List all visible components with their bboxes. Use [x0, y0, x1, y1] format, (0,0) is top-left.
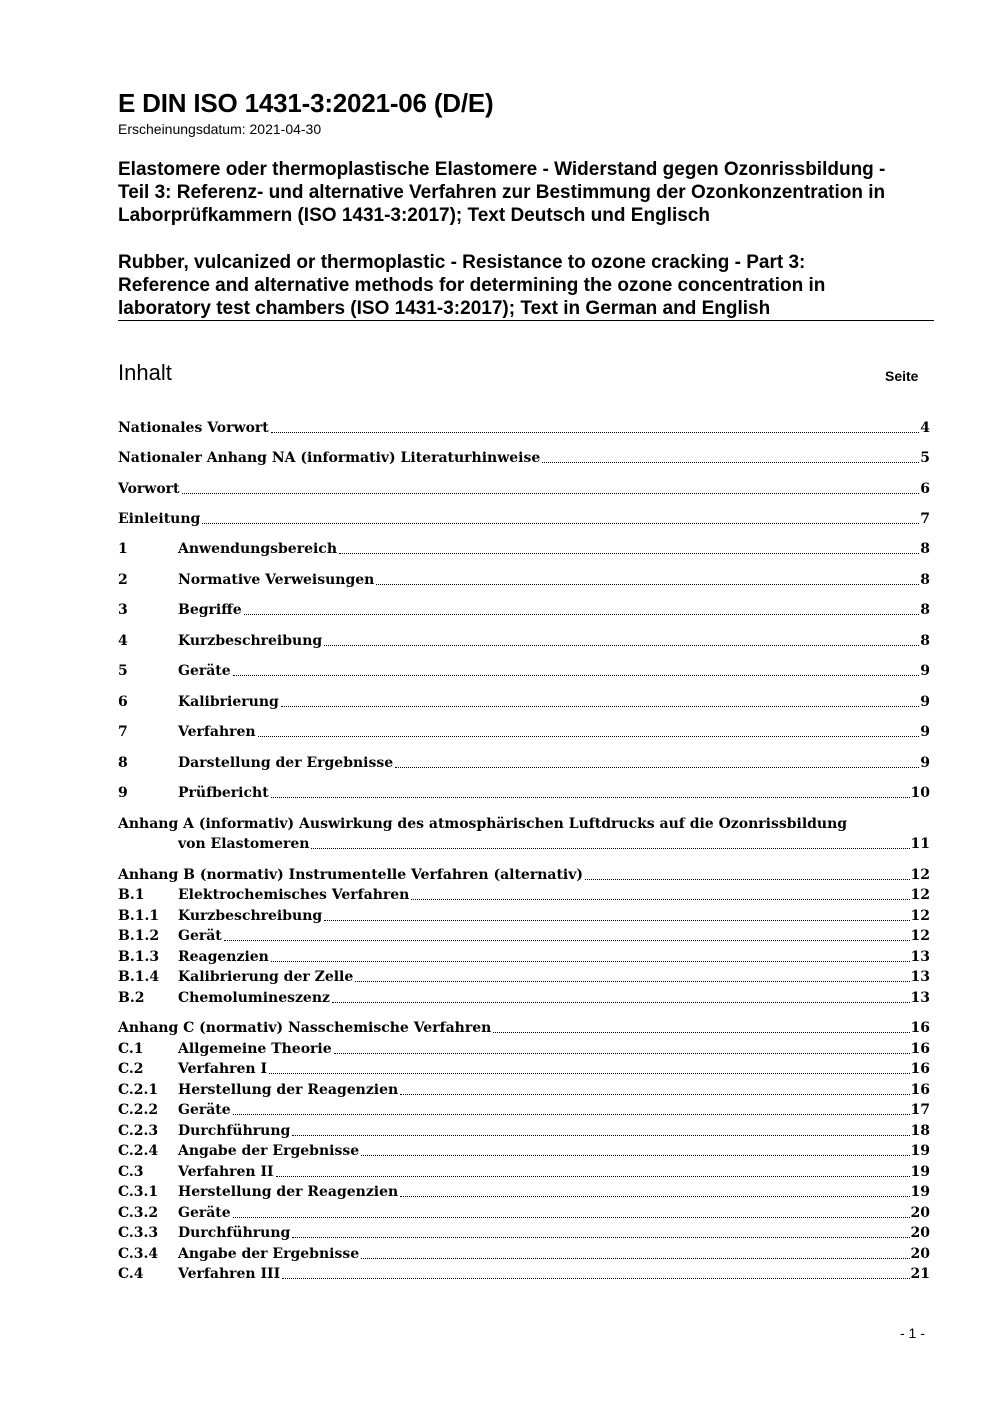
toc-entry-label: Normative Verweisungen: [178, 572, 375, 588]
toc-entry-label: Angabe der Ergebnisse: [178, 1143, 360, 1159]
toc-entry-page: 6: [920, 481, 930, 497]
toc-entry[interactable]: [118, 783, 930, 803]
toc-entry-page: 9: [920, 755, 930, 771]
toc-entry[interactable]: [118, 1121, 930, 1141]
toc-leader-dots: [324, 920, 909, 921]
toc-leader-dots: [585, 879, 910, 880]
toc-entry-page: 13: [910, 949, 930, 965]
toc-entry-page: 9: [920, 663, 930, 679]
toc-leader-dots: [311, 848, 909, 849]
title-german-line: Elastomere oder thermoplastische Elastomere - Widerstand gegen Ozonrissbildung -: [118, 159, 886, 180]
toc-entry-page: 16: [910, 1082, 930, 1098]
toc-entry-number: C.2.2: [118, 1102, 159, 1118]
toc-leader-dots: [339, 553, 919, 554]
toc-entry[interactable]: [118, 1100, 930, 1120]
toc-entry[interactable]: [118, 865, 930, 885]
toc-entry[interactable]: [118, 570, 930, 590]
toc-entry-page: 8: [920, 572, 930, 588]
toc-heading: Inhalt: [118, 360, 172, 385]
toc-entry-label: Gerät: [178, 928, 222, 944]
toc-entry-page: 17: [910, 1102, 930, 1118]
toc-entry-page: 13: [910, 969, 930, 985]
toc-entry[interactable]: [118, 1018, 930, 1038]
toc-entry-number: C.2.3: [118, 1123, 159, 1139]
toc-leader-dots: [542, 462, 919, 463]
toc-entry[interactable]: [118, 631, 930, 651]
toc-entry[interactable]: [118, 947, 930, 967]
toc-entry-label: Geräte: [178, 663, 231, 679]
toc-leader-dots: [233, 1114, 910, 1115]
toc-leader-dots: [361, 1155, 909, 1156]
toc-entry-label: Vorwort: [118, 481, 180, 497]
toc-leader-dots: [324, 645, 919, 646]
toc-entry-number: C.2: [118, 1061, 144, 1077]
toc-entry-label: Anhang C (normativ) Nasschemische Verfahren: [118, 1020, 492, 1036]
toc-entry-number: 7: [118, 724, 128, 740]
page-number: - 1 -: [900, 1325, 925, 1341]
toc-entry-page: 8: [920, 602, 930, 618]
toc-entry-number: C.4: [118, 1266, 144, 1282]
toc-entry[interactable]: [118, 479, 930, 499]
toc-leader-dots: [276, 1176, 910, 1177]
toc-entry[interactable]: [118, 967, 930, 987]
toc-entry-label: Elektrochemisches Verfahren: [178, 887, 410, 903]
toc-entry[interactable]: [118, 1141, 930, 1161]
toc-entry-page: 10: [910, 785, 930, 801]
toc-entry-label: Kalibrierung: [178, 694, 279, 710]
toc-entry-label: Verfahren: [178, 724, 256, 740]
toc-entry[interactable]: [118, 661, 930, 681]
toc-leader-dots: [233, 1217, 910, 1218]
toc-leader-dots: [271, 797, 910, 798]
toc-entry[interactable]: [118, 600, 930, 620]
toc-leader-dots: [182, 493, 920, 494]
toc-entry-label: Allgemeine Theorie: [178, 1041, 332, 1057]
toc-entry-page: 8: [920, 633, 930, 649]
toc-entry[interactable]: [118, 926, 930, 946]
toc-leader-dots: [258, 736, 920, 737]
toc-entry-number: C.3.4: [118, 1246, 159, 1262]
toc-entry[interactable]: [118, 1039, 930, 1059]
toc-page-column-label: Seite: [885, 368, 919, 384]
toc-entry-number: B.1.1: [118, 908, 160, 924]
title-english-line: Reference and alternative methods for determining the ozone concentration in: [118, 275, 826, 296]
document-id: E DIN ISO 1431-3:2021-06 (D/E): [118, 88, 494, 118]
toc-leader-dots: [233, 675, 920, 676]
toc-entry-label: Kurzbeschreibung: [178, 908, 323, 924]
toc-entry-label: Anwendungsbereich: [178, 541, 337, 557]
toc-entry[interactable]: [118, 1080, 930, 1100]
toc-entry-page: 19: [910, 1184, 930, 1200]
toc-entry-page: 16: [910, 1061, 930, 1077]
toc-entry-page: 12: [910, 867, 930, 883]
toc-entry-page: 8: [920, 541, 930, 557]
toc-leader-dots: [244, 614, 920, 615]
toc-entry-label: Anhang B (normativ) Instrumentelle Verfahren (alternativ): [118, 867, 584, 883]
title-german-line: Laborprüfkammern (ISO 1431-3:2017); Text Deutsch und Englisch: [118, 205, 710, 226]
toc-entry-label: Herstellung der Reagenzien: [178, 1082, 399, 1098]
toc-leader-dots: [292, 1135, 909, 1136]
toc-entry-label: Verfahren III: [178, 1266, 281, 1282]
toc-leader-dots: [334, 1053, 910, 1054]
toc-entry[interactable]: [118, 1244, 930, 1264]
toc-entry-number: C.2.4: [118, 1143, 159, 1159]
toc-entry-page: 9: [920, 694, 930, 710]
toc-entry[interactable]: [118, 885, 930, 905]
toc-entry-label: Darstellung der Ergebnisse: [178, 755, 394, 771]
toc-leader-dots: [271, 961, 910, 962]
toc-leader-dots: [332, 1002, 910, 1003]
toc-entry-label: Durchführung: [178, 1225, 291, 1241]
toc-entry-number: 8: [118, 755, 128, 771]
toc-entry-page: 9: [920, 724, 930, 740]
toc-entry[interactable]: [118, 1182, 930, 1202]
toc-entry-number: 4: [118, 633, 128, 649]
toc-entry[interactable]: [118, 509, 930, 529]
toc-entry[interactable]: [118, 1059, 930, 1079]
toc-entry[interactable]: [118, 753, 930, 773]
toc-entry-number: C.1: [118, 1041, 144, 1057]
toc-entry-label: Kalibrierung der Zelle: [178, 969, 354, 985]
toc-entry-number: 2: [118, 572, 128, 588]
toc-entry-label: Verfahren I: [178, 1061, 268, 1077]
toc-entry-page: 18: [910, 1123, 930, 1139]
toc-entry-number: 3: [118, 602, 128, 618]
title-english-line: Rubber, vulcanized or thermoplastic - Resistance to ozone cracking - Part 3:: [118, 252, 806, 273]
toc-leader-dots: [411, 899, 909, 900]
toc-entry-number: C.2.1: [118, 1082, 159, 1098]
toc-entry-page: 20: [910, 1225, 930, 1241]
toc-entry-page: 12: [910, 928, 930, 944]
toc-leader-dots: [376, 584, 919, 585]
toc-entry-label: Herstellung der Reagenzien: [178, 1184, 399, 1200]
publication-date: Erscheinungsdatum: 2021-04-30: [118, 121, 322, 137]
toc-entry-label-continued: von Elastomeren: [178, 836, 310, 852]
toc-leader-dots: [282, 1278, 909, 1279]
toc-entry-label: Chemolumineszenz: [178, 990, 330, 1006]
toc-leader-dots: [271, 432, 920, 433]
toc-entry-page: 19: [910, 1143, 930, 1159]
toc-leader-dots: [395, 767, 919, 768]
toc-entry-number: C.3: [118, 1164, 144, 1180]
toc-entry-page: 16: [910, 1041, 930, 1057]
toc-entry-label: Nationaler Anhang NA (informativ) Literaturhinweise: [118, 450, 541, 466]
toc-entry-number: 6: [118, 694, 128, 710]
toc-entry[interactable]: [118, 418, 930, 438]
toc-entry-label: Durchführung: [178, 1123, 291, 1139]
toc-entry[interactable]: [118, 814, 930, 854]
toc-leader-dots: [202, 523, 919, 524]
toc-entry-page: 12: [910, 887, 930, 903]
toc-entry-page: 21: [910, 1266, 930, 1282]
toc-entry[interactable]: [118, 1203, 930, 1223]
toc-leader-dots: [269, 1073, 909, 1074]
toc-entry-label: Begriffe: [178, 602, 242, 618]
toc-entry-page: 12: [910, 908, 930, 924]
title-english-line: laboratory test chambers (ISO 1431-3:2017); Text in German and English: [118, 298, 771, 319]
toc-entry-label: Reagenzien: [178, 949, 269, 965]
toc-entry-page: 13: [910, 990, 930, 1006]
toc-entry[interactable]: [118, 722, 930, 742]
title-german-line: Teil 3: Referenz- und alternative Verfahren zur Bestimmung der Ozonkonzentration in: [118, 182, 886, 203]
toc-entry-label: Prüfbericht: [178, 785, 269, 801]
toc-leader-dots: [400, 1094, 909, 1095]
toc-entry-label: Angabe der Ergebnisse: [178, 1246, 360, 1262]
toc-entry-label: Geräte: [178, 1102, 231, 1118]
toc-leader-dots: [281, 706, 919, 707]
toc-entry-page: 19: [910, 1164, 930, 1180]
toc-entry[interactable]: [118, 448, 930, 468]
toc-leader-dots: [292, 1237, 909, 1238]
toc-entry-label: Nationales Vorwort: [118, 420, 269, 436]
toc-entry-label: Geräte: [178, 1205, 231, 1221]
toc-entry[interactable]: [118, 1162, 930, 1182]
toc-entry-number: 9: [118, 785, 128, 801]
toc-entry-number: C.3.2: [118, 1205, 159, 1221]
toc-entry-number: C.3.1: [118, 1184, 159, 1200]
toc-entry[interactable]: [118, 1264, 930, 1284]
toc-entry-page: 20: [910, 1246, 930, 1262]
toc-entry-number: 5: [118, 663, 128, 679]
toc-leader-dots: [400, 1196, 909, 1197]
toc-entry-page: 7: [920, 511, 930, 527]
toc-entry-label: Anhang A (informativ) Auswirkung des atmosphärischen Luftdrucks auf die Ozonrissbildung: [118, 816, 848, 832]
toc-entry-number: B.1.2: [118, 928, 160, 944]
toc-leader-dots: [361, 1258, 909, 1259]
toc-entry-number: B.1.4: [118, 969, 160, 985]
toc-entry[interactable]: [118, 906, 930, 926]
toc-entry[interactable]: [118, 692, 930, 712]
toc-entry-label: Verfahren II: [178, 1164, 274, 1180]
toc-leader-dots: [224, 940, 910, 941]
toc-entry-number: 1: [118, 541, 128, 557]
toc-leader-dots: [493, 1032, 909, 1033]
toc-entry-page: 5: [920, 450, 930, 466]
toc-entry-label: Einleitung: [118, 511, 201, 527]
toc-entry-label: Kurzbeschreibung: [178, 633, 323, 649]
toc-entry-number: B.1.3: [118, 949, 160, 965]
toc-entry-page: 4: [920, 420, 930, 436]
toc-entry-number: C.3.3: [118, 1225, 159, 1241]
toc-entry-page: 20: [910, 1205, 930, 1221]
toc-entry-page: 16: [910, 1020, 930, 1036]
toc-entry-page: 11: [910, 836, 930, 852]
toc-leader-dots: [355, 981, 909, 982]
toc-entry[interactable]: [118, 539, 930, 559]
toc-entry[interactable]: [118, 1223, 930, 1243]
toc-entry-number: B.1: [118, 887, 145, 903]
toc-entry[interactable]: [118, 988, 930, 1008]
toc-entry-number: B.2: [118, 990, 145, 1006]
